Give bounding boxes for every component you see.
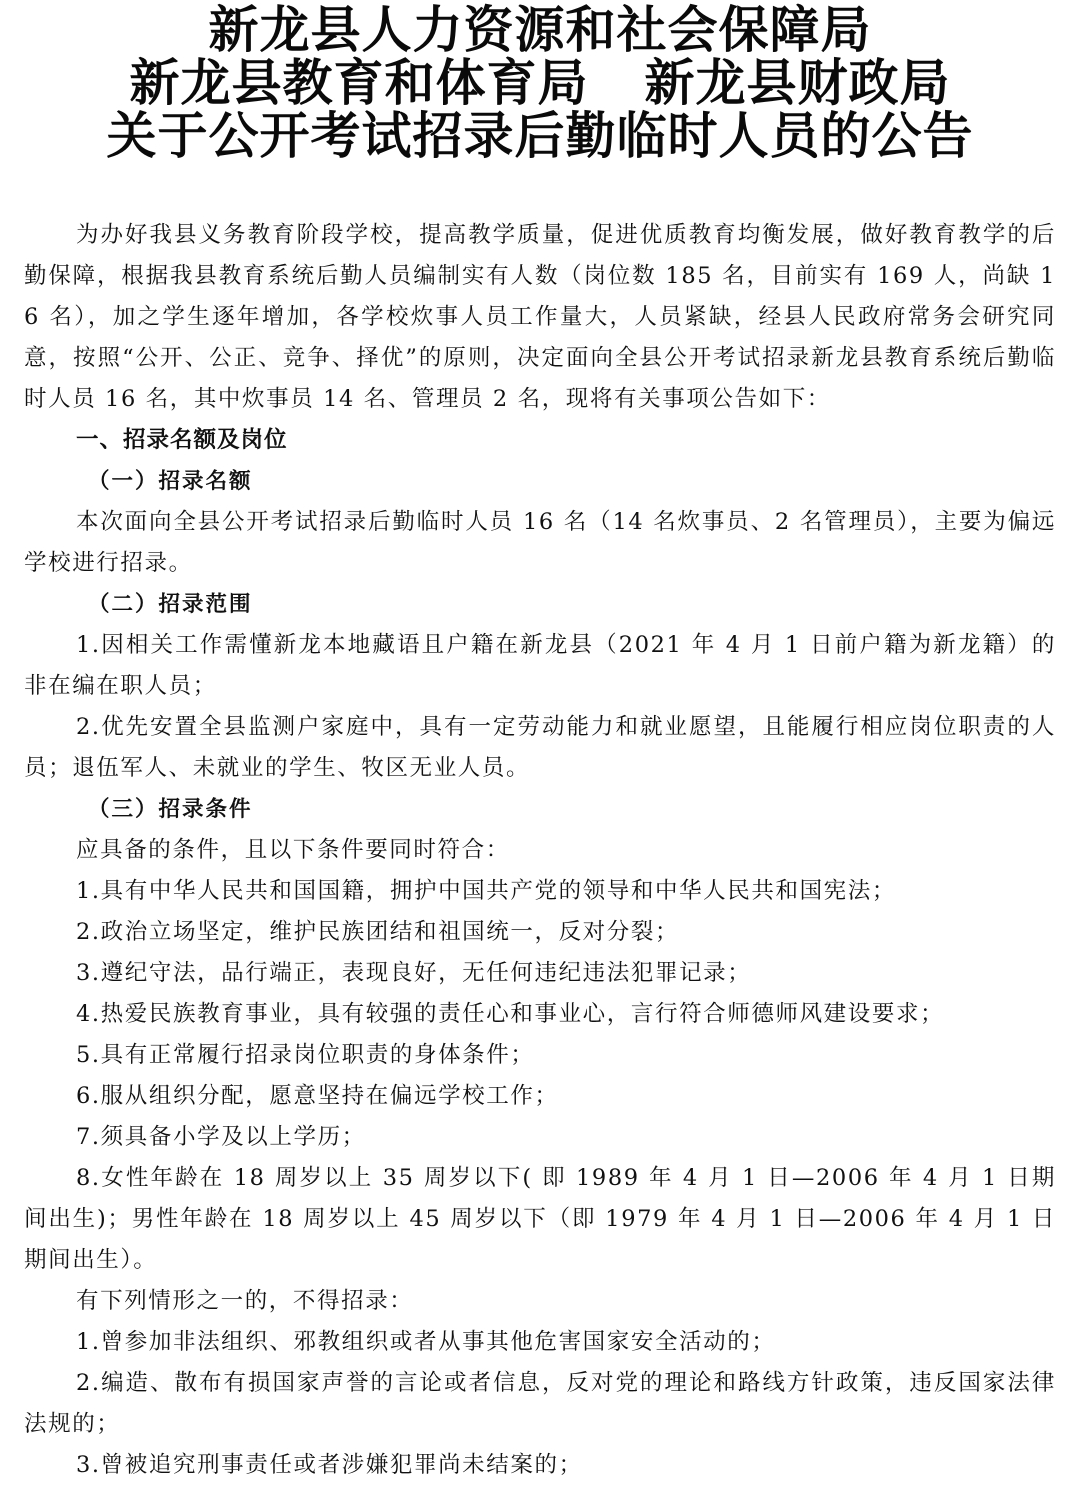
title-line-2 xyxy=(0,54,1080,112)
condition-item-1: 1.具有中华人民共和国国籍，拥护中国共产党的领导和中华人民共和国宪法； xyxy=(76,878,896,904)
title-line-2-part-2: 新龙县财政局 xyxy=(644,54,951,112)
condition-item-5: 5.具有正常履行招录岗位职责的身体条件； xyxy=(76,1042,535,1068)
condition-item-4: 4.热爱民族教育事业，具有较强的责任心和事业心，言行符合师德师风建设要求； xyxy=(76,1001,945,1027)
subsection-heading-scope: （二）招录范围 xyxy=(88,592,253,617)
subsection-heading-conditions: （三）招录条件 xyxy=(88,797,253,822)
conditions-lead: 应具备的条件，且以下条件要同时符合： xyxy=(76,837,510,863)
exclusion-item-1: 1.曾参加非法组织、邪教组织或者从事其他危害国家安全活动的； xyxy=(76,1329,776,1355)
section-heading-1: 一、招录名额及岗位 xyxy=(76,427,288,453)
exclusions-lead: 有下列情形之一的，不得招录： xyxy=(76,1288,414,1314)
condition-item-6: 6.服从组织分配，愿意坚持在偏远学校工作； xyxy=(76,1083,559,1109)
title-line-1: 新龙县人力资源和社会保障局 xyxy=(208,1,872,59)
exclusion-item-3: 3.曾被追究刑事责任或者涉嫌犯罪尚未结案的； xyxy=(76,1452,583,1478)
condition-item-3: 3.遵纪守法，品行端正，表现良好，无任何违纪违法犯罪记录； xyxy=(76,960,752,986)
condition-item-7: 7.须具备小学及以上学历； xyxy=(76,1124,366,1150)
subsection-heading-quota: （一）招录名额 xyxy=(88,469,253,494)
document-body xyxy=(24,215,1056,1486)
scope-item-2: 2.优先安置全县监测户家庭中，具有一定劳动能力和就业愿望，且能履行相应岗位职责的人员；退伍军人、未就业的学生、牧区无业人员。 xyxy=(24,714,1056,781)
title-line-2-part-1: 新龙县教育和体育局 xyxy=(129,54,589,112)
condition-item-2: 2.政治立场坚定，维护民族团结和祖国统一，反对分裂； xyxy=(76,919,680,945)
exclusion-item-2: 2.编造、散布有损国家声誉的言论或者信息，反对党的理论和路线方针政策，违反国家法律法规的； xyxy=(24,1370,1056,1437)
quota-paragraph: 本次面向全县公开考试招录后勤临时人员 16 名（14 名炊事员、2 名管理员），主要为偏远学校进行招录。 xyxy=(24,509,1056,576)
scope-item-1: 1.因相关工作需懂新龙本地藏语且户籍在新龙县（2021 年 4 月 1 日前户籍为新龙籍）的非在编在职人员； xyxy=(24,632,1056,699)
title-line-3: 关于公开考试招录后勤临时人员的公告 xyxy=(106,107,974,165)
condition-item-8: 8.女性年龄在 18 周岁以上 35 周岁以下( 即 1989 年 4 月 1 日—2006 年 4 月 1 日期间出生)；男性年龄在 18 周岁以上 45 周岁以下（即 1979 年 4 月 1 日—2006 年 4 月 1 日期间出生）。 xyxy=(24,1165,1056,1273)
document-title xyxy=(0,0,1080,163)
intro-paragraph: 为办好我县义务教育阶段学校，提高教学质量，促进优质教育均衡发展，做好教育教学的后勤保障，根据我县教育系统后勤人员编制实有人数（岗位数 185 名，目前实有 169 人，尚缺 16 名），加之学生逐年增加，各学校炊事人员工作量大，人员紧缺，经县人民政府常务会研究同意，按照“公开、公正、竞争、择优”的原则，决定面向全县公开考试招录新龙县教育系统后勤临时人员 16 名，其中炊事员 14 名、管理员 2 名，现将有关事项公告如下： xyxy=(24,222,1056,412)
